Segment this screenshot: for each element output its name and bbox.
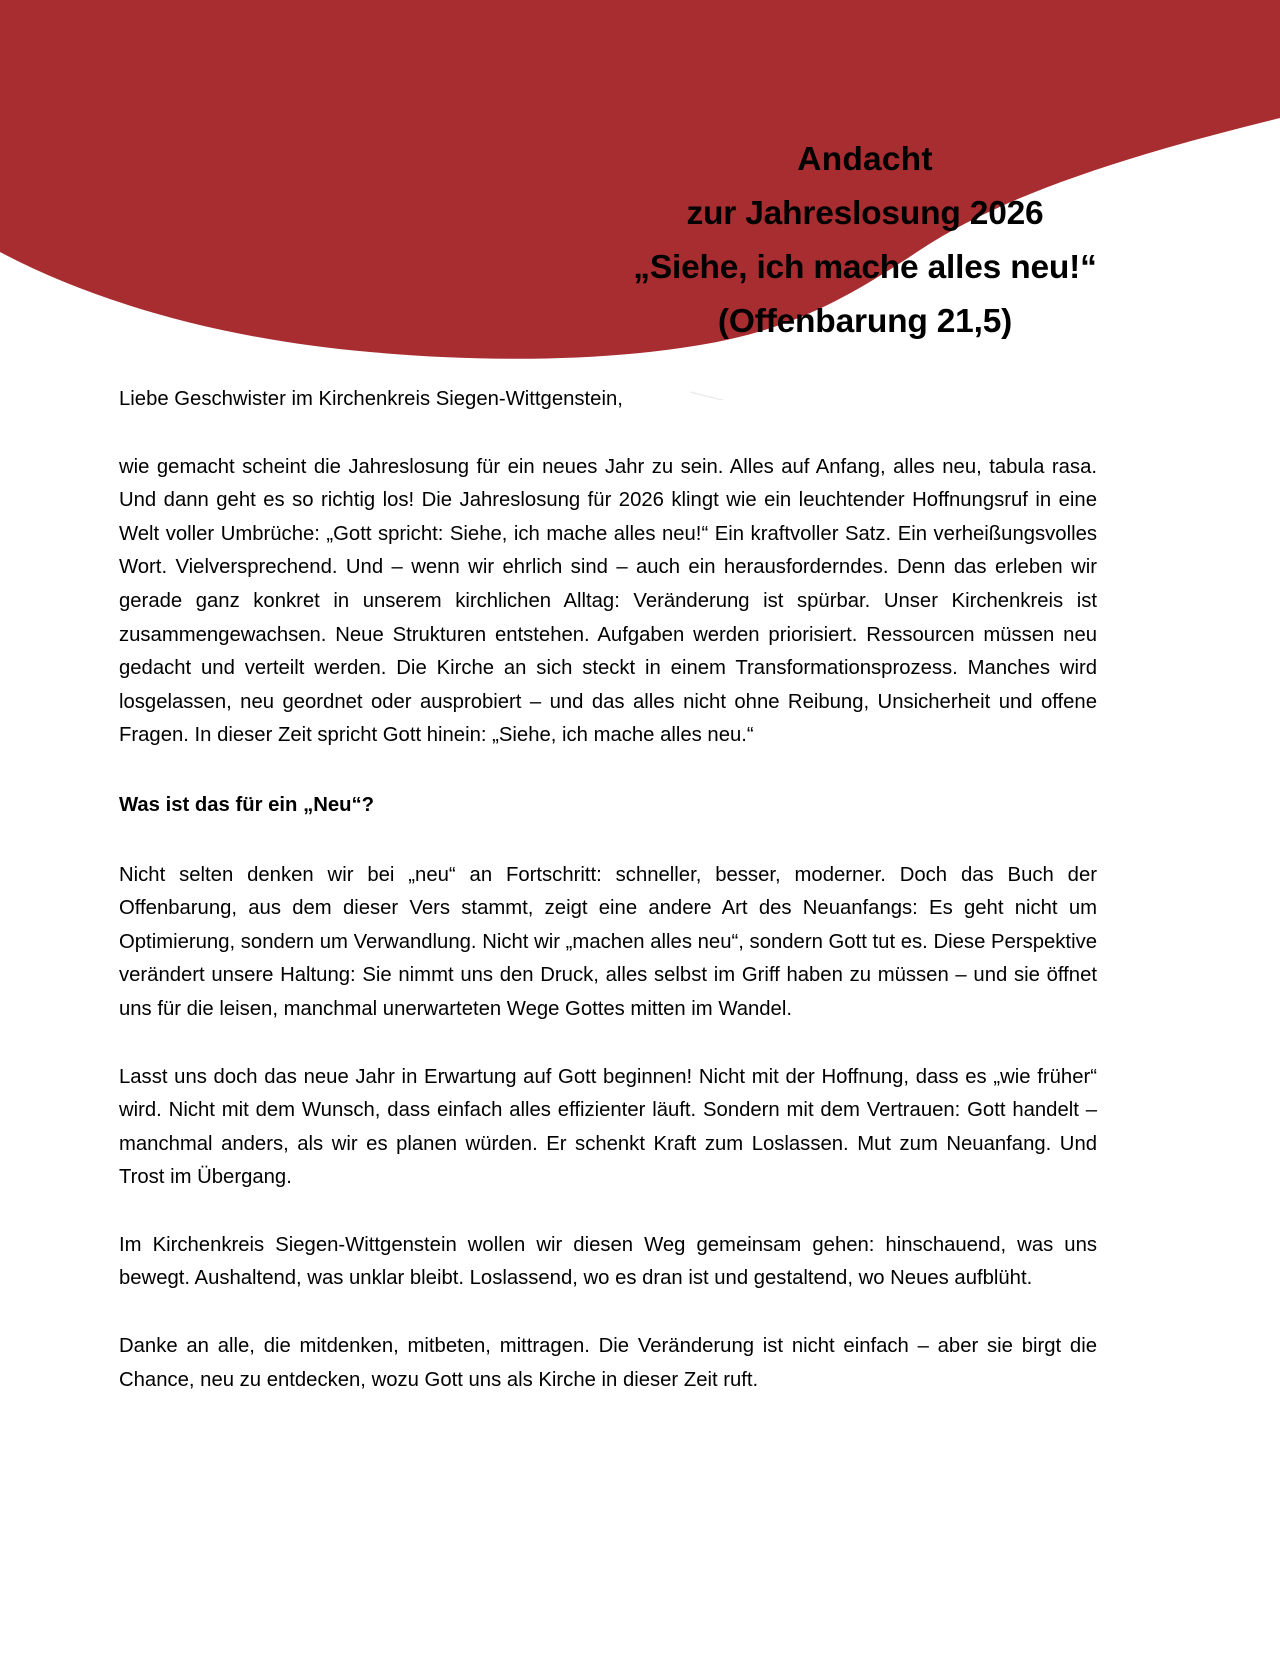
salutation-line: Liebe Geschwister im Kirchenkreis Siegen-Wittgenstein, [119, 388, 623, 410]
paragraph-gemeinsamer-weg: Im Kirchenkreis Siegen-Wittgenstein wollen wir diesen Weg gemeinsam gehen: hinschauend, was uns bewegt. Aushaltend, was unklar bleibt. Loslassend, wo es dran ist und gestaltend, wo Neues aufblüht. [119, 1233, 1097, 1290]
title-line-4: (Offenbarung 21,5) [717, 303, 1013, 340]
spacer [119, 753, 1097, 789]
spacer [119, 1027, 1097, 1061]
title-line-1: Andacht [797, 141, 933, 178]
spacer [119, 417, 1097, 451]
spacer [119, 1195, 1097, 1229]
paragraph-danke: Danke an alle, die mitdenken, mitbeten, mittragen. Die Veränderung ist nicht einfach – aber sie birgt die Chance, neu zu entdecken, wozu Gott uns als Kirche in dieser Zeit ruft. [119, 1335, 1097, 1391]
body-text-column [119, 383, 1097, 1397]
title-line-3: „Siehe, ich mache alles neu!“ [633, 249, 1097, 286]
header-banner [0, 0, 1280, 400]
spacer [119, 1296, 1097, 1330]
paragraph-intro: wie gemacht scheint die Jahreslosung für ein neues Jahr zu sein. Alles auf Anfang, alles neu, tabula rasa. Und dann geht es so richtig los! Die Jahreslosung für 2026 klingt wie ein leuchtender Hoffnungsruf in eine Welt voller Umbrüche: „Gott spricht: Siehe, ich mache alles neu!“ Ein kraftvoller Satz. Ein verheißungsvolles Wort. Vielversprechend. Und – wenn wir ehrlich sind – auch ein herausforderndes. Denn das erleben wir gerade ganz konkret in unserem kirchlichen Alltag: Veränderung ist spürbar. Unser Kirchenkreis ist zusammengewachsen. Neue Strukturen entstehen. Aufgaben werden priorisiert. Ressourcen müssen neu gedacht und verteilt werden. Die Kirche an sich steckt in einem Transformationsprozess. Manches wird losgelassen, neu geordnet oder ausprobiert – und das alles nicht ohne Reibung, Unsicherheit und offene Fragen. In dieser Zeit spricht Gott hinein: „Siehe, ich mache alles neu.“ [119, 455, 1097, 747]
paragraph-fortschritt: Nicht selten denken wir bei „neu“ an Fortschritt: schneller, besser, moderner. Doch das Buch der Offenbarung, aus dem dieser Vers stammt, zeigt eine andere Art des Neuanfangs: Es geht nicht um Optimierung, sondern um Verwandlung. Nicht wir „machen alles neu“, sondern Gott tut es. Diese Perspektive verändert unsere Haltung: Sie nimmt uns den Druck, alles selbst im Griff haben zu müssen – und sie öffnet uns für die leisen, manchmal unerwarteten Wege Gottes mitten im Wandel. [119, 863, 1097, 1020]
paragraph-erwartung: Lasst uns doch das neue Jahr in Erwartung auf Gott beginnen! Nicht mit der Hoffnung, dass es „wie früher“ wird. Nicht mit dem Wunsch, dass einfach alles effizienter läuft. Sondern mit dem Vertrauen: Gott handelt – manchmal anders, als wir es planen würden. Er schenkt Kraft zum Loslassen. Mut zum Neuanfang. Und Trost im Übergang. [119, 1065, 1097, 1189]
page-title [520, 133, 1210, 349]
title-line-2: zur Jahreslosung 2026 [686, 195, 1044, 232]
spacer [119, 823, 1097, 859]
section-heading-neu: Was ist das für ein „Neu“? [119, 793, 375, 816]
